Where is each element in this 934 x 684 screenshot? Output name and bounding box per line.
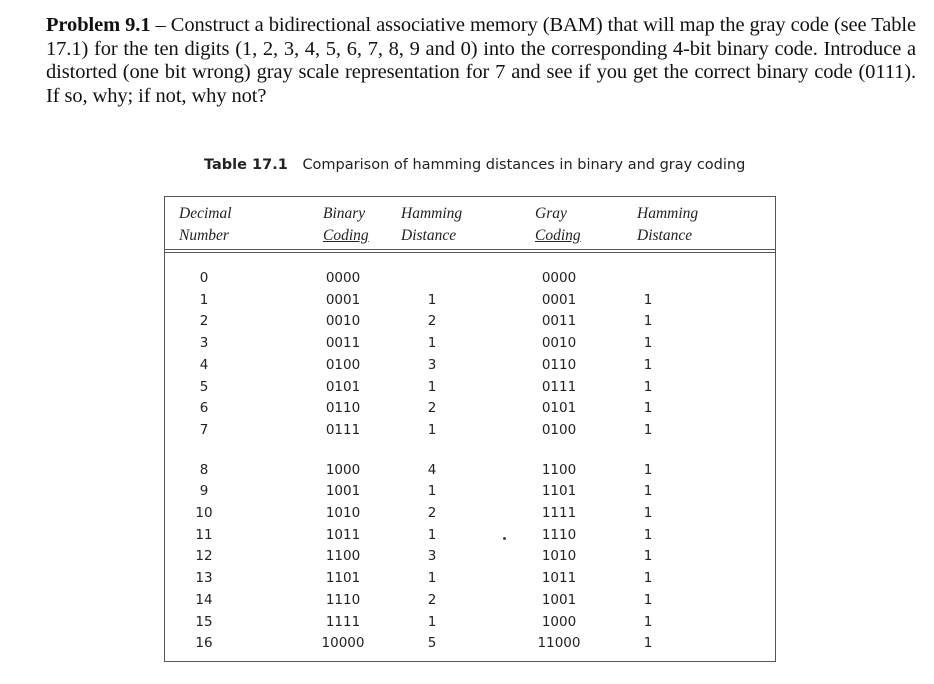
cell-hd1: 2: [427, 591, 437, 608]
cell-hd2: 1: [643, 570, 653, 587]
problem-dash: –: [150, 14, 171, 36]
table-title: Comparison of hamming distances in binary and gray coding: [302, 157, 746, 173]
cell-gray: 1001: [541, 591, 577, 608]
cell-bin: 0000: [325, 270, 361, 286]
problem-label: Problem 9.1: [46, 14, 151, 36]
cell-hd1: 1: [427, 570, 437, 587]
header-decimal-number: Decimal Number: [179, 205, 232, 244]
cell-dec: 5: [199, 378, 209, 395]
cell-hd2: 1: [643, 421, 653, 438]
cell-dec: 15: [195, 613, 213, 630]
cell-hd1: 1: [427, 378, 437, 395]
cell-hd1: 1: [427, 483, 437, 500]
cell-gray: 1111: [541, 505, 577, 521]
cell-gray: 0111: [541, 378, 577, 395]
cell-gray: 1101: [541, 483, 577, 500]
cell-dec: 3: [199, 335, 209, 352]
problem-statement: [46, 14, 916, 108]
cell-hd2: 1: [643, 335, 653, 352]
cell-gray: 1011: [541, 570, 577, 587]
cell-bin: 0100: [325, 356, 361, 373]
cell-hd2: 1: [643, 635, 653, 652]
cell-hd2: 1: [643, 591, 653, 608]
cell-bin: 10000: [321, 635, 365, 652]
cell-hd1: 1: [427, 526, 437, 543]
cell-bin: 0001: [325, 291, 361, 308]
cell-gray: 0110: [541, 356, 577, 373]
cell-bin: 1010: [325, 505, 361, 521]
cell-hd2: 1: [643, 613, 653, 630]
cell-hd2: 1: [643, 291, 653, 308]
cell-gray: 0010: [541, 335, 577, 352]
header-gray-coding: Gray Coding: [535, 205, 581, 244]
cell-hd2: 1: [643, 461, 653, 478]
cell-bin: 0101: [325, 378, 361, 395]
cell-bin: 1100: [325, 548, 361, 565]
cell-dec: 1: [199, 291, 209, 308]
cell-bin: 1001: [325, 483, 361, 500]
cell-bin: 0011: [325, 335, 361, 352]
cell-bin: 1111: [325, 613, 361, 630]
cell-dec: 13: [195, 570, 213, 587]
cell-gray: 1010: [541, 548, 577, 565]
cell-dec: 11: [195, 526, 213, 543]
cell-dec: 14: [195, 591, 213, 608]
cell-hd1: 2: [427, 505, 437, 521]
cell-hd1: 1: [427, 291, 437, 308]
header-hamming-distance-binary: Hamming Distance: [401, 205, 463, 244]
cell-hd1: 1: [427, 613, 437, 630]
cell-bin: 1110: [325, 591, 361, 608]
header-divider-double: [165, 252, 775, 253]
cell-gray: 0101: [541, 400, 577, 417]
hamming-table: [164, 196, 776, 662]
cell-hd1: 3: [427, 356, 437, 373]
cell-hd2: 1: [643, 313, 653, 330]
cell-bin: 0110: [325, 400, 361, 417]
cell-hd2: 1: [643, 505, 653, 521]
cell-hd2: 1: [643, 400, 653, 417]
cell-bin: 1101: [325, 570, 361, 587]
cell-hd2: 1: [643, 548, 653, 565]
header-divider: [165, 249, 775, 250]
cell-dec: 2: [199, 313, 209, 330]
cell-gray: 0001: [541, 291, 577, 308]
cell-gray: 1110: [541, 526, 577, 543]
cell-hd2: 1: [643, 526, 653, 543]
table-caption: [204, 157, 745, 173]
problem-text: Construct a bidirectional associative memory (BAM) that will map the gray code (see Table 17.1) for the ten digits (1, 2, 3, 4, 5, 6, 7, 8, 9 and 0) into the corresponding 4-bit binary code. Introduce a distorted (one bit wrong) gray scale representation for 7 and see if you get the correct binary code (0111). If so, why; if not, why not?: [46, 14, 916, 107]
cell-bin: 0111: [325, 421, 361, 438]
cell-hd2: 1: [643, 356, 653, 373]
cell-gray: 0000: [541, 270, 577, 286]
cell-hd1: 4: [427, 461, 437, 478]
cell-hd1: [417, 267, 447, 289]
cell-hd1: 2: [427, 313, 437, 330]
cell-gray: 11000: [537, 635, 581, 652]
cell-gray: 0100: [541, 421, 577, 438]
cell-gray: 1000: [541, 613, 577, 630]
cell-hd1: 1: [427, 421, 437, 438]
cell-hd2: 1: [643, 483, 653, 500]
header-hamming-distance-gray: Hamming Distance: [637, 205, 699, 244]
cell-dec: 4: [199, 356, 209, 373]
cell-bin: 1011: [325, 526, 361, 543]
cell-hd1: 2: [427, 400, 437, 417]
header-binary-coding: Binary Coding: [323, 205, 369, 244]
cell-dec: 12: [195, 548, 213, 565]
cell-hd1: 3: [427, 548, 437, 565]
cell-hd1: 5: [427, 635, 437, 652]
cell-dec: 10: [195, 505, 213, 521]
cell-gray: 1100: [541, 461, 577, 478]
cell-dec: 16: [195, 635, 213, 652]
cell-dec: 0: [199, 270, 209, 286]
cell-hd2: [633, 267, 663, 289]
cell-dec: 9: [199, 483, 209, 500]
cell-dec: 6: [199, 400, 209, 417]
cell-gray: 0011: [541, 313, 577, 330]
cell-dec: 8: [199, 461, 209, 478]
cell-bin: 0010: [325, 313, 361, 330]
speck-mark: [503, 537, 506, 540]
cell-dec: 7: [199, 421, 209, 438]
table-number: Table 17.1: [204, 157, 288, 173]
cell-hd2: 1: [643, 378, 653, 395]
cell-bin: 1000: [325, 461, 361, 478]
cell-hd1: 1: [427, 335, 437, 352]
